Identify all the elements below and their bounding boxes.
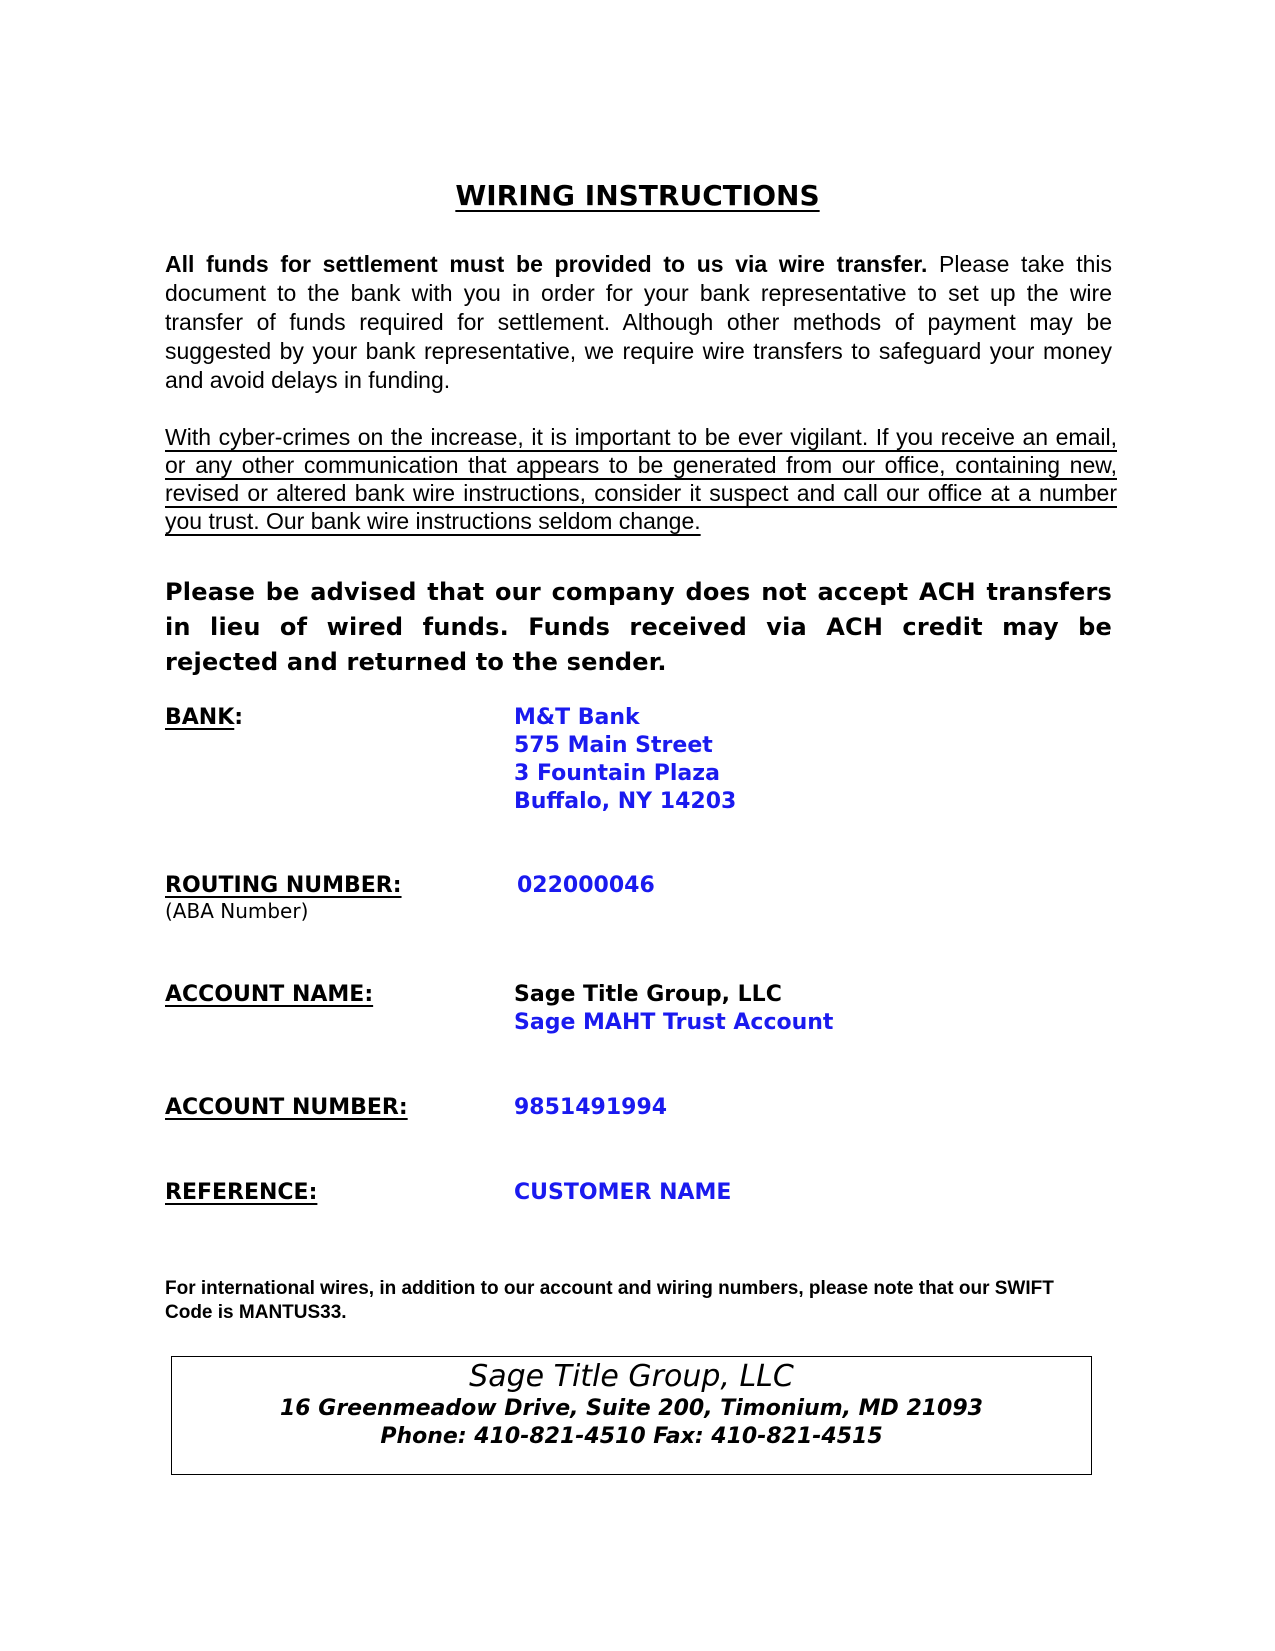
bank-city: Buffalo, NY 14203 — [514, 789, 737, 814]
international-note: For international wires, in addition to our account and wiring numbers, please note that our SWIFT Code is MANTUS33. — [165, 1278, 1054, 1323]
account-name-label — [165, 981, 373, 1009]
bank-plaza: 3 Fountain Plaza — [514, 761, 720, 786]
footer-phone-fax: Phone: 410-821-4510 Fax: 410-821-4515 — [380, 1424, 883, 1449]
company-footer-box — [171, 1356, 1092, 1475]
bank-name: M&T Bank — [514, 705, 640, 730]
intro-body-text: Please take this document to the bank with you in order for your bank representative to set up the wire transfer of funds required for settlement. Although other methods of payment may be suggested by your bank representative, we require wire transfers to safeguard your money and avoid delays in funding. — [165, 251, 1112, 393]
page-title — [0, 178, 1275, 214]
account-name-line2: Sage MAHT Trust Account — [514, 1010, 834, 1035]
intro-bold-text: All funds for settlement must be provided to us via wire transfer. — [165, 251, 928, 277]
routing-label-text: ROUTING NUMBER: — [165, 873, 402, 898]
cyber-crime-warning: With cyber-crimes on the increase, it is important to be ever vigilant. If you receive an email, or any other communication that appears to be generated from our office, containing new, revised or altered bank wire instructions, consider it suspect and call our office at a number you trust. Our bank wire instructions seldom change. — [165, 424, 1117, 534]
account-number-label-text: ACCOUNT NUMBER: — [165, 1095, 408, 1120]
bank-label — [165, 704, 243, 732]
intro-paragraph — [165, 250, 1112, 395]
reference-value: CUSTOMER NAME — [514, 1180, 732, 1205]
routing-number: 022000046 — [517, 873, 655, 898]
bank-label-colon: : — [234, 705, 244, 730]
bank-street: 575 Main Street — [514, 733, 713, 758]
bank-label-text: BANK — [165, 705, 235, 730]
aba-sublabel: (ABA Number) — [165, 899, 309, 923]
reference-label — [165, 1179, 317, 1207]
account-number-label — [165, 1094, 408, 1122]
account-name-line1: Sage Title Group, LLC — [514, 982, 782, 1007]
account-name-label-text: ACCOUNT NAME: — [165, 982, 374, 1007]
footer-company-name: Sage Title Group, LLC — [469, 1359, 794, 1394]
reference-label-text: REFERENCE: — [165, 1180, 318, 1205]
account-number: 9851491994 — [514, 1095, 668, 1120]
title-text: WIRING INSTRUCTIONS — [455, 179, 820, 212]
routing-label — [165, 872, 402, 900]
ach-advisory: Please be advised that our company does not accept ACH transfers in lieu of wired funds. Funds received via ACH credit may be rejected and returned to the sender. — [165, 578, 1112, 676]
footer-address: 16 Greenmeadow Drive, Suite 200, Timonium, MD 21093 — [280, 1396, 983, 1421]
